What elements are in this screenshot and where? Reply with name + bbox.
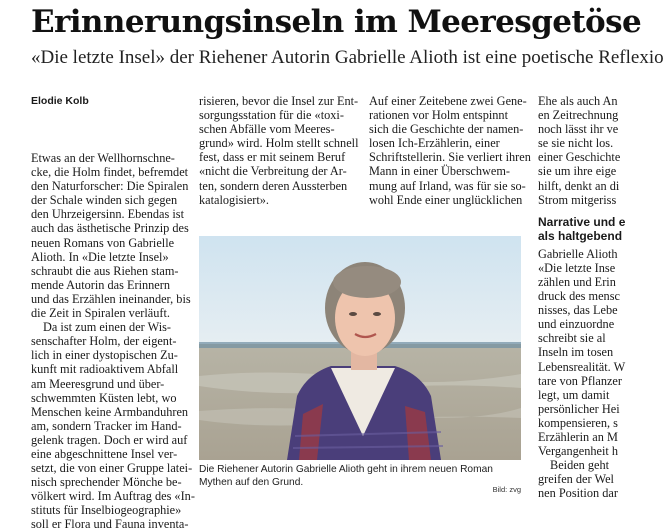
text-line: wohl Ende einer unglücklichen	[369, 192, 523, 207]
text-line: rationen vor Holm entspinnt	[369, 108, 509, 123]
text-line: Lebensrealität. W	[538, 359, 626, 374]
photo-credit: Bild: zvg	[492, 485, 521, 494]
text-line: Beiden geht	[550, 458, 610, 473]
text-column-1	[31, 151, 195, 532]
text-line: neuen Romans von Gabrielle	[31, 235, 175, 250]
text-line: sich die Geschichte der namen-	[369, 122, 524, 137]
column-4-bottom-text	[538, 246, 626, 501]
text-line: «nicht die Verbreitung der Ar-	[199, 164, 347, 179]
text-line: stituts für Inselbiogeographie»	[31, 503, 182, 518]
text-line: ten, sondern deren Aussterben	[199, 178, 348, 193]
text-line: Mythen auf den Grund.	[199, 477, 304, 488]
text-line: Erzählerin an M	[538, 429, 618, 444]
column-4-top-text	[538, 94, 621, 207]
text-line: setzt, die von einer Gruppe latei-	[31, 461, 193, 476]
text-line: kompensieren, s	[538, 415, 618, 430]
text-line: druck des mensc	[538, 289, 620, 304]
text-line: kunft mit radioaktivem Abfall	[31, 362, 179, 377]
text-line: lich in einer dystopischen Zu-	[31, 348, 178, 363]
text-line: Inseln im tosen	[538, 345, 614, 360]
text-line: cke, die Holm findet, befremdet	[31, 165, 189, 180]
text-line: soll er Flora und Fauna inventa-	[31, 517, 189, 532]
text-line: gelenk tragen. Doch er wird auf	[31, 432, 188, 447]
text-line: en Zeitrechnung	[538, 108, 619, 123]
text-line: zählen und Erin	[538, 274, 616, 289]
text-line: auch das ästhetische Prinzip des	[31, 221, 189, 236]
text-line: und einzuordne	[538, 317, 615, 332]
text-line: einer Geschichte	[538, 150, 621, 165]
article-subhead: «Die letzte Insel» der Riehener Autorin Gabrielle Alioth ist eine poetische Reflexio	[31, 47, 664, 68]
text-line: Da ist zum einen der Wis-	[43, 320, 172, 335]
text-line: Etwas an der Wellhornschne-	[31, 151, 175, 165]
text-line: losen Ich-Erzählerin, einer	[369, 136, 500, 151]
text-line: Schriftstellerin. Sie verliert ihren	[369, 150, 531, 165]
text-line: schen Abfälle vom Meeres-	[199, 122, 335, 137]
text-line: Mann in einer Überschwem-	[369, 164, 511, 179]
text-line: der Schale winden sich gegen	[31, 193, 178, 208]
text-line: Vergangenheit h	[538, 444, 619, 459]
text-line: am Meeresgrund und über-	[31, 376, 165, 391]
text-line: noch lässt ihr ve	[538, 122, 619, 137]
text-line: legt, um damit	[538, 387, 610, 402]
text-line: nisses, das Lebe	[538, 303, 618, 318]
column-4-subheading-line-2: als haltgebend	[538, 228, 623, 243]
text-line: mende Autorin das Erinnern	[31, 277, 170, 292]
text-line: völkert wird. Im Auftrag des «In-	[31, 489, 195, 504]
article-author: Elodie Kolb	[31, 95, 89, 107]
text-line: schreibt sie al	[538, 331, 606, 346]
text-column-3	[369, 94, 531, 207]
author-photo	[199, 236, 521, 460]
text-line: grund» wird. Holm stellt schnell	[199, 136, 359, 151]
text-line: sorgungsstation für die «toxi-	[199, 108, 344, 123]
text-line: nen Position dar	[538, 486, 618, 501]
text-line: Gabrielle Alioth	[538, 246, 618, 261]
text-line: schwemmten Küsten lebt, wo	[31, 390, 177, 405]
text-line: Alioth. In «Die letzte Insel»	[31, 249, 169, 264]
text-line: risieren, bevor die Insel zur Ent-	[199, 94, 359, 108]
text-line: hilft, denkt an di	[538, 178, 620, 193]
text-line: schraubt die aus Riehen stam-	[31, 263, 179, 278]
text-line: «Die letzte Inse	[538, 260, 616, 275]
text-line: Die Riehener Autorin Gabrielle Alioth geht in ihrem neuen Roman	[199, 464, 493, 475]
text-line: persönlicher Hei	[538, 401, 620, 416]
text-line: sie um ihre eige	[538, 164, 617, 179]
text-line: die Zeit in Spiralen verläuft.	[31, 306, 170, 321]
text-line: Strom mitgeriss	[538, 192, 617, 207]
text-line: eine abgeschnittene Insel ver-	[31, 446, 178, 461]
text-column-2	[199, 94, 359, 207]
text-line: Menschen keine Armbanduhren	[31, 404, 189, 419]
text-line: Auf einer Zeitebene zwei Gene-	[369, 94, 527, 108]
text-line: se sie nicht los.	[538, 136, 614, 151]
text-line: tare von Pflanzer	[538, 373, 622, 388]
text-line: greifen der Wel	[538, 472, 614, 487]
text-line: den Uhrzeigersinn. Ebendas ist	[31, 207, 184, 222]
text-line: und das Erzählen ineinander, bis	[31, 291, 191, 306]
photo-caption	[199, 463, 521, 489]
text-line: katalogisiert».	[199, 192, 270, 207]
text-line: fest, dass er mit seinem Beruf	[199, 150, 346, 165]
article-headline: Erinnerungsinseln im Meeresgetöse	[31, 4, 642, 40]
column-4-subheading-line-1: Narrative und e	[538, 214, 626, 229]
text-line: Ehe als auch An	[538, 94, 618, 108]
text-line: nisch sprechender Mönche be-	[31, 475, 182, 490]
text-column-4	[538, 94, 626, 501]
text-line: den Naturforscher: Die Spiralen	[31, 179, 189, 194]
text-line: am, sondern Tracker im Hand-	[31, 418, 182, 433]
text-line: mung auf Irland, was für sie so-	[369, 178, 526, 193]
text-line: senschafter Holm, der eigent-	[31, 334, 177, 349]
